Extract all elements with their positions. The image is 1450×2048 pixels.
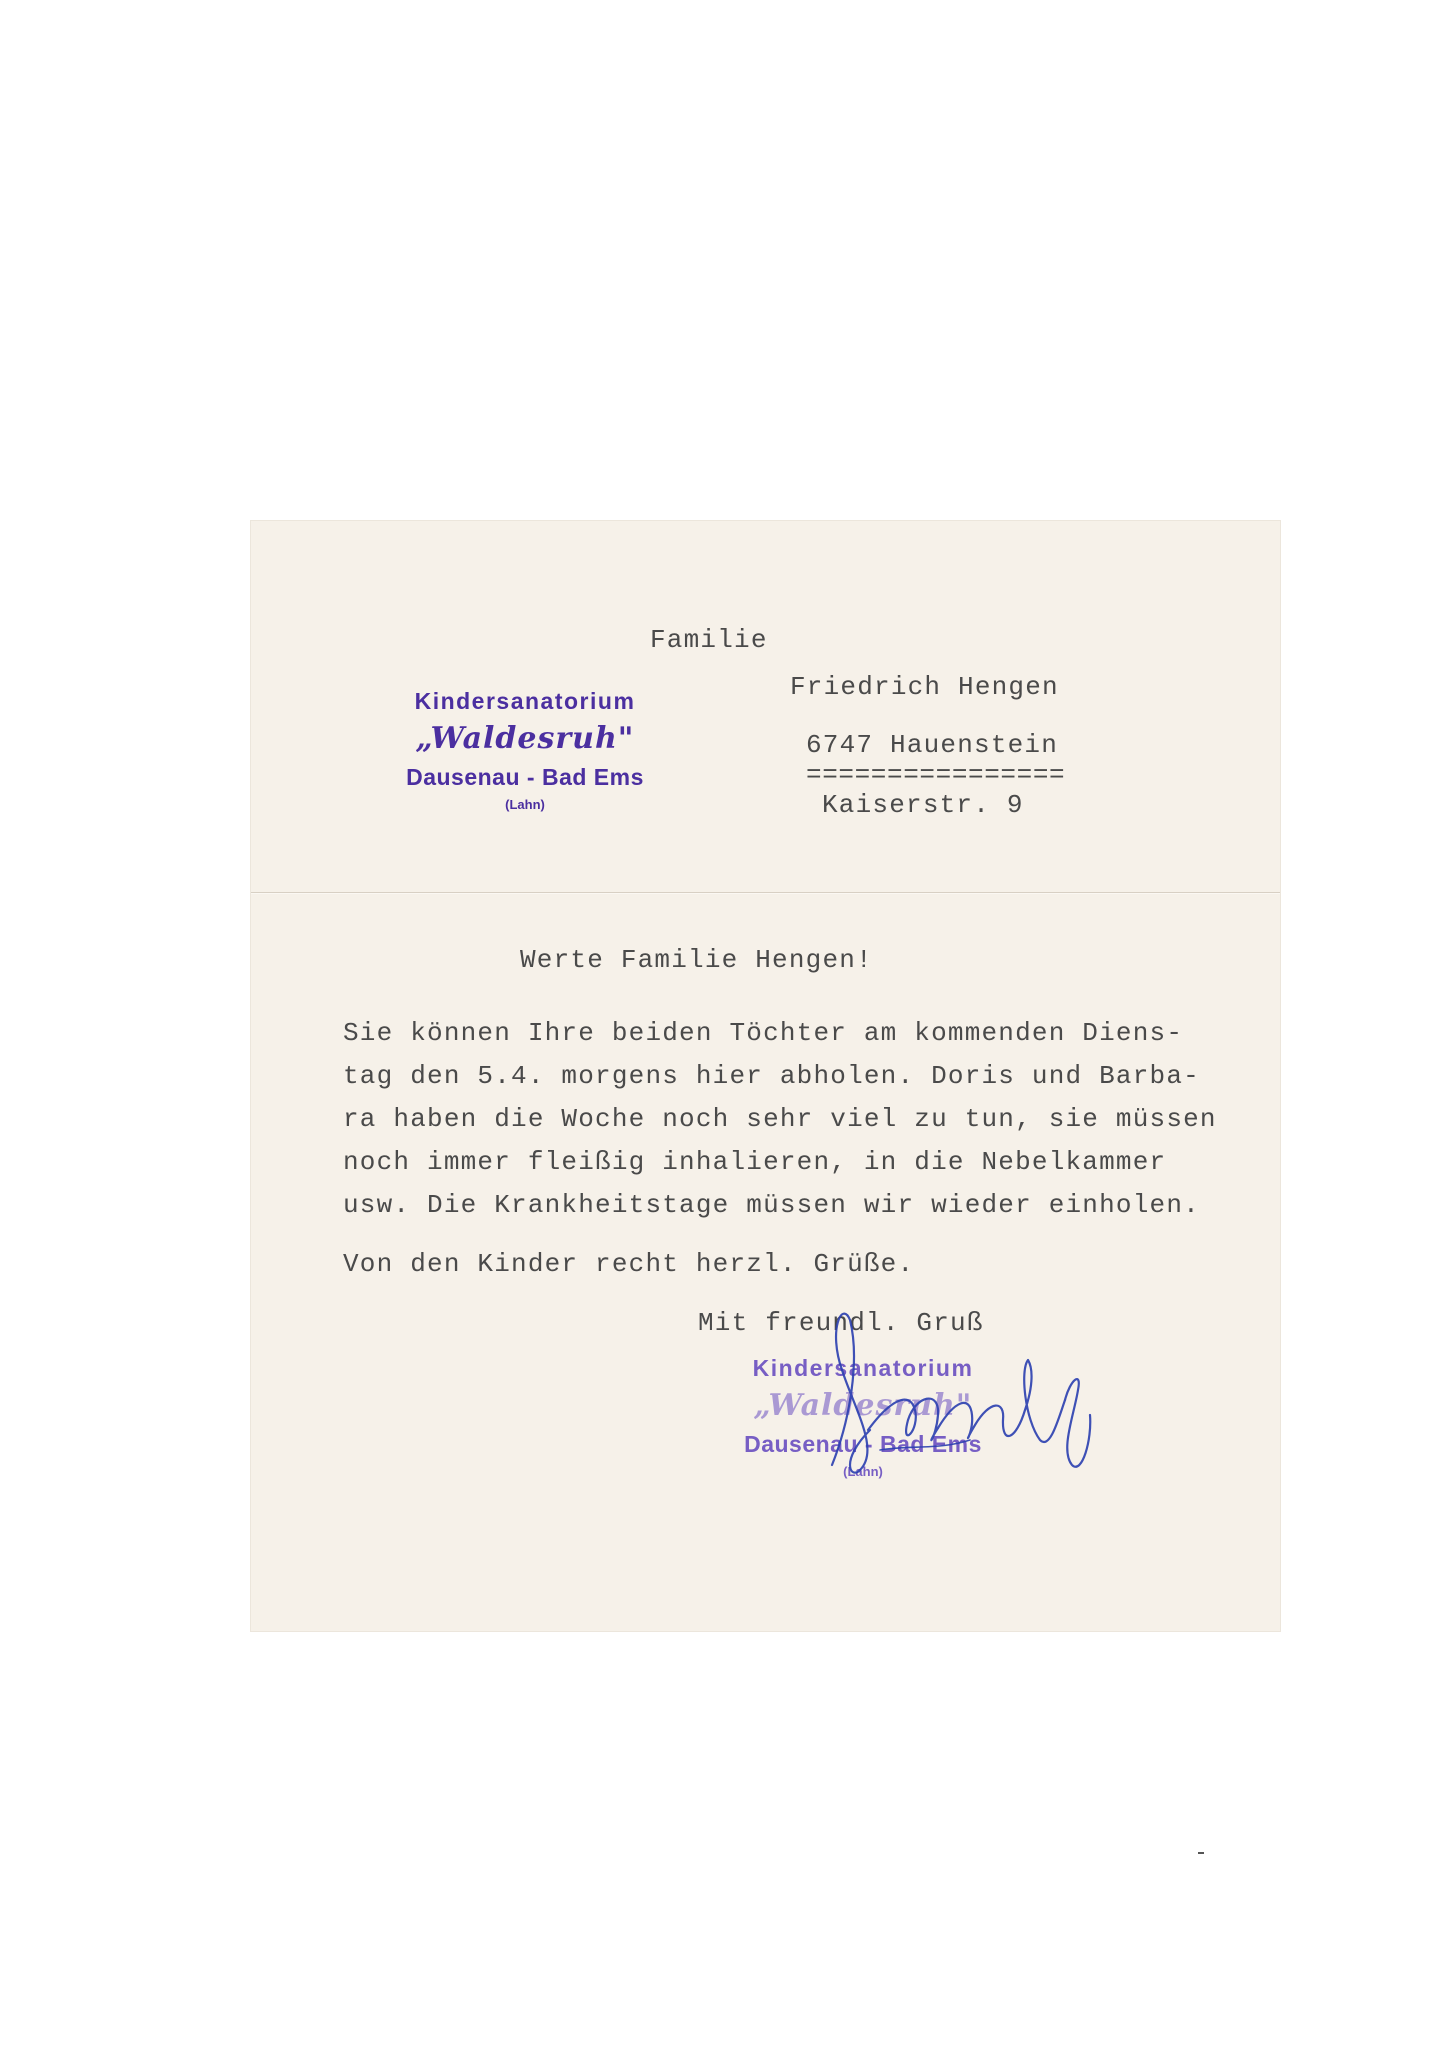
closing-stamp-place: Dausenau - Bad Ems [744,1431,982,1457]
sender-stamp-region: (Lahn) [505,797,545,812]
sender-stamp-name: Kindersanatorium [414,688,636,714]
body-line: noch immer fleißig inhalieren, in die Nebelkammer [343,1147,1167,1177]
recipient-family-label: Familie [650,625,768,655]
closing-stamp-name: Kindersanatorium [752,1355,974,1381]
letter-regards: Von den Kinder recht herzl. Grüße. [343,1249,915,1279]
paper-speck [1198,1852,1204,1854]
recipient-underline: ================ [806,760,1066,790]
body-line: ra haben die Woche noch sehr viel zu tun, sie müssen [343,1104,1217,1134]
recipient-street: Kaiserstr. 9 [822,790,1024,820]
sender-stamp [370,688,680,812]
body-line: tag den 5.4. morgens hier abholen. Doris und Barba- [343,1061,1200,1091]
sender-stamp-house: „Waldesruh" [415,721,635,756]
letter-closing: Mit freundl. Gruß [698,1308,984,1338]
recipient-city: 6747 Hauenstein [806,730,1059,760]
letter-greeting: Werte Familie Hengen! [520,945,873,975]
body-line: Sie können Ihre beiden Töchter am kommenden Diens- [343,1018,1184,1048]
body-line: usw. Die Krankheitstage müssen wir wieder einholen. [343,1190,1200,1220]
closing-stamp-region: (Lahn) [843,1464,883,1479]
fold-line [251,892,1280,893]
recipient-name: Friedrich Hengen [790,672,1059,702]
closing-stamp-house: „Waldesruh" [753,1388,973,1423]
handwritten-signature [820,1300,1100,1490]
sender-stamp-place: Dausenau - Bad Ems [406,764,644,790]
